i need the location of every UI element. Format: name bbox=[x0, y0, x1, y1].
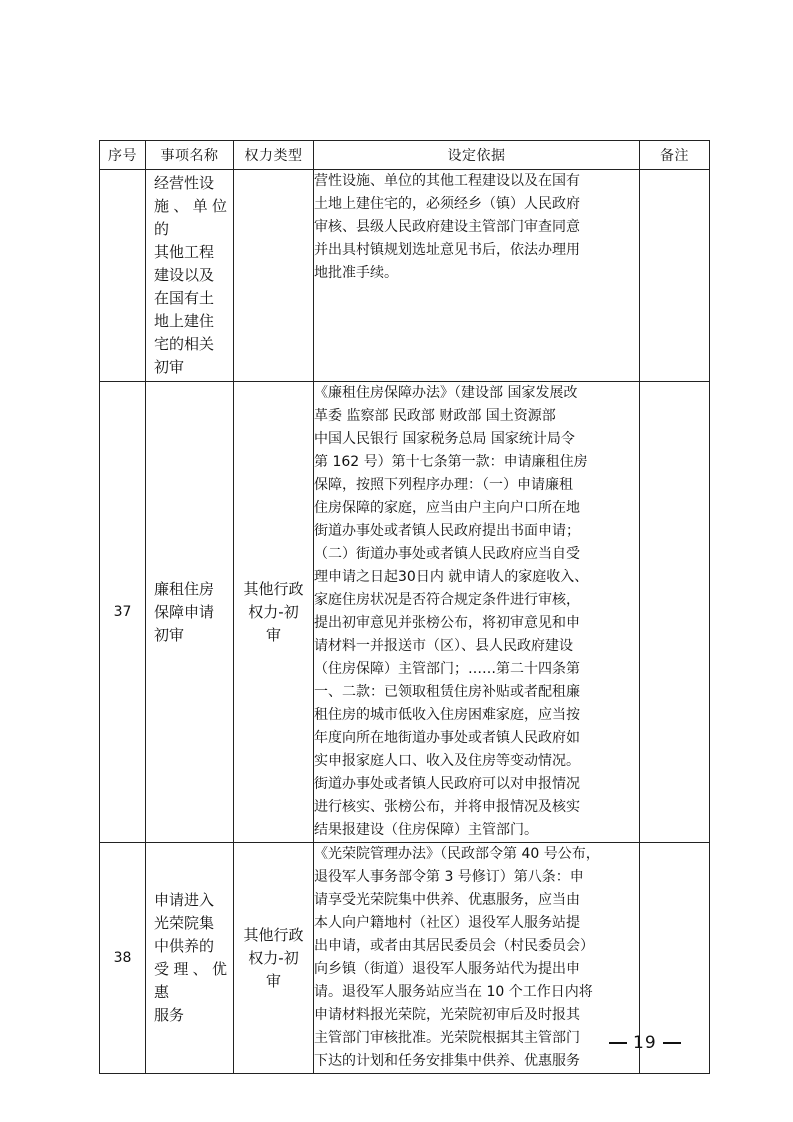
legal-basis-line: 土地上建住宅的，必须经乡（镇）人民政府 bbox=[314, 196, 580, 212]
legal-basis-line: 向乡镇（街道）退役军人服务站代为提出申 bbox=[314, 961, 580, 977]
legal-basis-line: （二）街道办事处或者镇人民政府应当自受 bbox=[314, 546, 580, 562]
power-type-cell bbox=[234, 843, 314, 1074]
legal-basis-cell bbox=[314, 843, 640, 1074]
item-name-line: 服务 bbox=[154, 1006, 185, 1024]
row-number-cell bbox=[100, 843, 146, 1074]
legal-basis-line: 住房保障的家庭，应当由户主向户口所在地 bbox=[314, 500, 580, 516]
legal-basis-line: 本人向户籍地村（社区）退役军人服务站提 bbox=[314, 915, 580, 931]
legal-basis-line: 下达的计划和任务安排集中供养、优惠服务 bbox=[314, 1053, 580, 1069]
footer-dash-right bbox=[663, 1042, 681, 1044]
footer-dash-left bbox=[609, 1042, 627, 1044]
legal-basis-line: 家庭住房状况是否符合规定条件进行审核， bbox=[314, 592, 580, 608]
legal-basis-line: 结果报建设（住房保障）主管部门。 bbox=[314, 822, 538, 838]
item-name-cell bbox=[146, 843, 234, 1074]
power-type-line: 审 bbox=[265, 625, 281, 644]
legal-basis-line: 实申报家庭人口、收入及住房等变动情况。 bbox=[314, 753, 580, 769]
legal-basis-line: 租住房的城市低收入住房困难家庭，应当按 bbox=[314, 707, 580, 723]
legal-basis-line: 理申请之日起30日内 就申请人的家庭收入、 bbox=[314, 569, 589, 585]
power-type-line: 权力-初 bbox=[248, 948, 299, 967]
item-name-line-block bbox=[146, 576, 233, 649]
row-number-cell bbox=[100, 170, 146, 382]
item-name-line: 保障申请 bbox=[154, 602, 215, 621]
item-name-line: 其他工程 bbox=[154, 243, 215, 261]
item-name-line: 初审 bbox=[154, 625, 185, 644]
table-header-row bbox=[100, 141, 710, 170]
power-type-line-block bbox=[234, 924, 313, 993]
power-type-line: 权力-初 bbox=[248, 602, 299, 621]
administrative-power-table bbox=[99, 140, 710, 1074]
item-name-cell bbox=[146, 170, 234, 382]
item-name-line: 经营性设 bbox=[154, 174, 215, 192]
legal-basis-cell bbox=[314, 382, 640, 843]
power-type-line: 其他行政 bbox=[243, 579, 304, 598]
legal-basis-line: 提出初审意见并张榜公布，将初审意见和申 bbox=[314, 615, 580, 631]
legal-basis-line: 街道办事处或者镇人民政府提出书面申请； bbox=[314, 523, 580, 539]
legal-basis-line: （住房保障）主管部门；……第二十四条第 bbox=[314, 661, 580, 677]
item-name-line: 廉租住房 bbox=[154, 579, 215, 598]
table-row bbox=[100, 382, 710, 843]
table-row bbox=[100, 170, 710, 382]
item-name-line: 受理、优惠 bbox=[154, 960, 227, 1001]
item-name-line: 在国有土 bbox=[154, 289, 215, 307]
item-name-cell bbox=[146, 382, 234, 843]
legal-basis-cell bbox=[314, 170, 640, 382]
legal-basis-line: 申请材料报光荣院，光荣院初审后及时报其 bbox=[314, 1007, 580, 1023]
legal-basis-line: 中国人民银行 国家税务总局 国家统计局令 bbox=[314, 431, 575, 447]
remarks-cell bbox=[640, 382, 710, 843]
item-name-line: 建设以及 bbox=[154, 266, 215, 284]
page-number: 19 bbox=[633, 1033, 657, 1053]
header-item-name: 事项名称 bbox=[146, 141, 234, 170]
item-name-line: 地上建住 bbox=[154, 312, 215, 330]
legal-basis-line: 并出具村镇规划选址意见书后，依法办理用 bbox=[314, 242, 580, 258]
legal-basis-line: 出申请，或者由其居民委员会（村民委员会） bbox=[314, 938, 594, 954]
legal-basis-line: 一、二款：已领取租赁住房补贴或者配租廉 bbox=[314, 684, 580, 700]
legal-basis-line: 《光荣院管理办法》（民政部令第 40 号公布， bbox=[314, 846, 600, 862]
header-number: 序号 bbox=[100, 141, 146, 170]
item-name-line: 申请进入 bbox=[154, 891, 215, 909]
legal-basis-line: 第 162 号）第十七条第一款：申请廉租住房 bbox=[314, 454, 588, 470]
legal-basis-line: 地批准手续。 bbox=[314, 265, 398, 281]
header-power-type: 权力类型 bbox=[234, 141, 314, 170]
legal-basis-line: 年度向所在地街道办事处或者镇人民政府如 bbox=[314, 730, 580, 746]
legal-basis-line: 退役军人事务部令第 3 号修订）第八条：申 bbox=[314, 869, 584, 885]
legal-basis-line: 《廉租住房保障办法》（建设部 国家发展改 bbox=[314, 385, 578, 401]
table-body bbox=[100, 170, 710, 1074]
page-footer bbox=[603, 1033, 687, 1053]
item-name-line: 光荣院集 bbox=[154, 914, 215, 932]
item-name-line: 宅的相关 bbox=[154, 335, 215, 353]
row-number-cell bbox=[100, 382, 146, 843]
power-type-cell bbox=[234, 170, 314, 382]
legal-basis-line: 进行核实、张榜公布，并将申报情况及核实 bbox=[314, 799, 580, 815]
item-name-line: 中供养的 bbox=[154, 937, 215, 955]
row-number: 38 bbox=[113, 950, 132, 966]
item-name-line: 初审 bbox=[154, 358, 185, 376]
row-number: 37 bbox=[113, 604, 132, 620]
legal-basis-line: 请材料一并报送市（区）、县人民政府建设 bbox=[314, 638, 573, 654]
legal-basis-line: 主管部门审核批准。光荣院根据其主管部门 bbox=[314, 1030, 580, 1046]
legal-basis-line: 街道办事处或者镇人民政府可以对申报情况 bbox=[314, 776, 580, 792]
legal-basis-line: 革委 监察部 民政部 财政部 国土资源部 bbox=[314, 408, 556, 424]
power-type-line: 其他行政 bbox=[243, 925, 304, 944]
header-remarks: 备注 bbox=[640, 141, 710, 170]
legal-basis-line: 请。退役军人服务站应当在 10 个工作日内将 bbox=[314, 984, 593, 1000]
legal-basis-line: 请享受光荣院集中供养、优惠服务，应当由 bbox=[314, 892, 580, 908]
power-type-line-block bbox=[234, 578, 313, 647]
power-type-line: 审 bbox=[265, 971, 281, 990]
item-name-line-block bbox=[146, 170, 233, 381]
power-type-cell bbox=[234, 382, 314, 843]
item-name-line: 施、单位的 bbox=[154, 197, 227, 238]
header-legal-basis: 设定依据 bbox=[314, 141, 640, 170]
legal-basis-line: 审核、县级人民政府建设主管部门审查同意 bbox=[314, 219, 580, 235]
remarks-cell bbox=[640, 170, 710, 382]
legal-basis-line: 保障，按照下列程序办理：（一）申请廉租 bbox=[314, 477, 573, 493]
legal-basis-line: 营性设施、单位的其他工程建设以及在国有 bbox=[314, 173, 580, 189]
item-name-line-block bbox=[146, 887, 233, 1029]
